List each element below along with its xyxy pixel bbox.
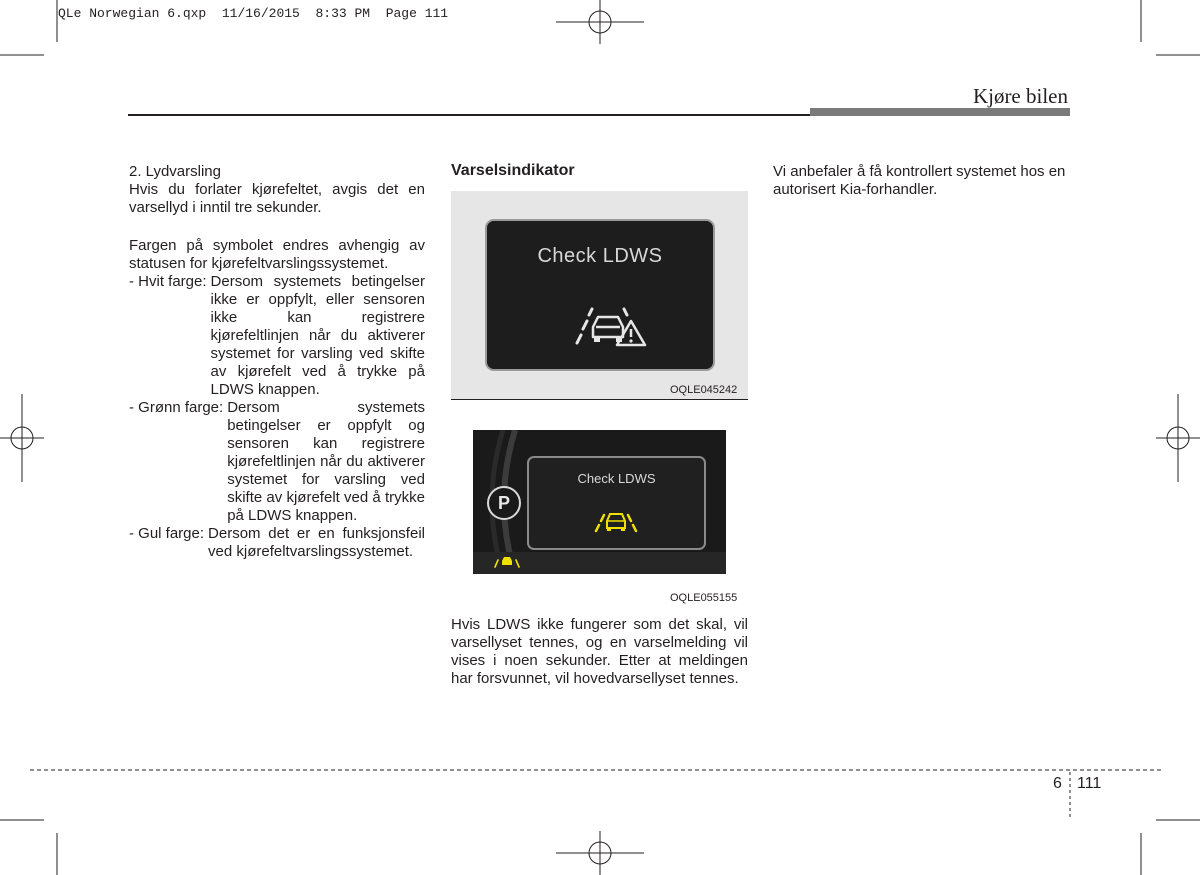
display-message: Check LDWS <box>537 245 663 267</box>
paragraph-ldws-fault: Hvis LDWS ikke fungerer som det skal, vil varsellyset tennes, og en varselmelding vil vises i noen sekunder. Etter at meldingen har forsvunnet, vil hovedvarsellyset tennes. <box>451 616 748 687</box>
slug-date: 11/16/2015 <box>221 6 300 21</box>
cluster-display <box>485 219 715 371</box>
gear-badge: P <box>487 486 521 520</box>
header-rule <box>128 114 810 116</box>
slug-file: QLe Norwegian 6.qxp <box>58 6 207 21</box>
lane-departure-warning-icon <box>563 305 647 349</box>
bullet-text: Dersom det er en funksjonsfeil ved kjørefeltvarslingssystemet. <box>208 525 425 560</box>
display-screen <box>527 456 706 550</box>
lane-departure-icon <box>593 508 639 534</box>
slug-time: 8:33 PM <box>315 6 371 21</box>
figure-check-ldws-display <box>473 430 726 574</box>
section-title-warning-indicator: Varselsindikator <box>451 162 575 179</box>
registration-mark-bottom <box>556 831 644 875</box>
registration-mark-right <box>1156 394 1200 482</box>
figure-code-1: OQLE045242 <box>670 384 738 396</box>
figure-code-2: OQLE055155 <box>670 592 738 604</box>
chapter-number: 6 <box>1053 775 1062 792</box>
figure-check-ldws-cluster <box>451 191 748 399</box>
bullet-text: Dersom systemets betingelser ikke er oppfylt, eller sensoren ikke kan registrere kjørefeltlinjen når du aktiverer systemet for varsling ved skifte av kjørefelt ved å trykke på LDWS knappen. <box>210 273 425 398</box>
list-item <box>129 399 425 525</box>
paragraph-sound-warning: Hvis du forlater kjørefeltet, avgis det en varsellyd i inntil tre sekunder. <box>129 181 425 216</box>
bullet-label: - Hvit farge: <box>129 273 207 290</box>
list-item <box>129 525 425 561</box>
figure-separator <box>451 399 748 400</box>
bullet-label: - Gul farge: <box>129 525 205 542</box>
bullet-text: Dersom systemets betingelser er oppfylt og sensoren kan registrere kjørefeltlinjen når du aktiverer systemet for varsling ved skifte av kjørefelt ved å trykke på LDWS knappen. <box>227 399 425 524</box>
left-column <box>129 163 425 561</box>
list-item <box>129 273 425 399</box>
paragraph-symbol-color: Fargen på symbolet endres avhengig av statusen for kjørefeltvarslingssystemet. <box>129 237 425 272</box>
slug-page: Page 111 <box>385 6 449 21</box>
display-message: Check LDWS <box>577 471 656 486</box>
chapter-title: Kjøre bilen <box>972 84 1068 108</box>
section-heading-sound-warning: 2. Lydvarsling <box>129 163 221 180</box>
header-rule-bar <box>810 108 1070 116</box>
lane-departure-small-icon <box>493 554 521 568</box>
paragraph-recommend-dealer: Vi anbefaler å få kontrollert systemet hos en autorisert Kia-forhandler. <box>773 163 1066 198</box>
registration-mark-top <box>556 0 644 44</box>
page-number: 111 <box>1077 775 1102 792</box>
registration-mark-left <box>0 394 44 482</box>
bullet-label: - Grønn farge: <box>129 399 224 416</box>
